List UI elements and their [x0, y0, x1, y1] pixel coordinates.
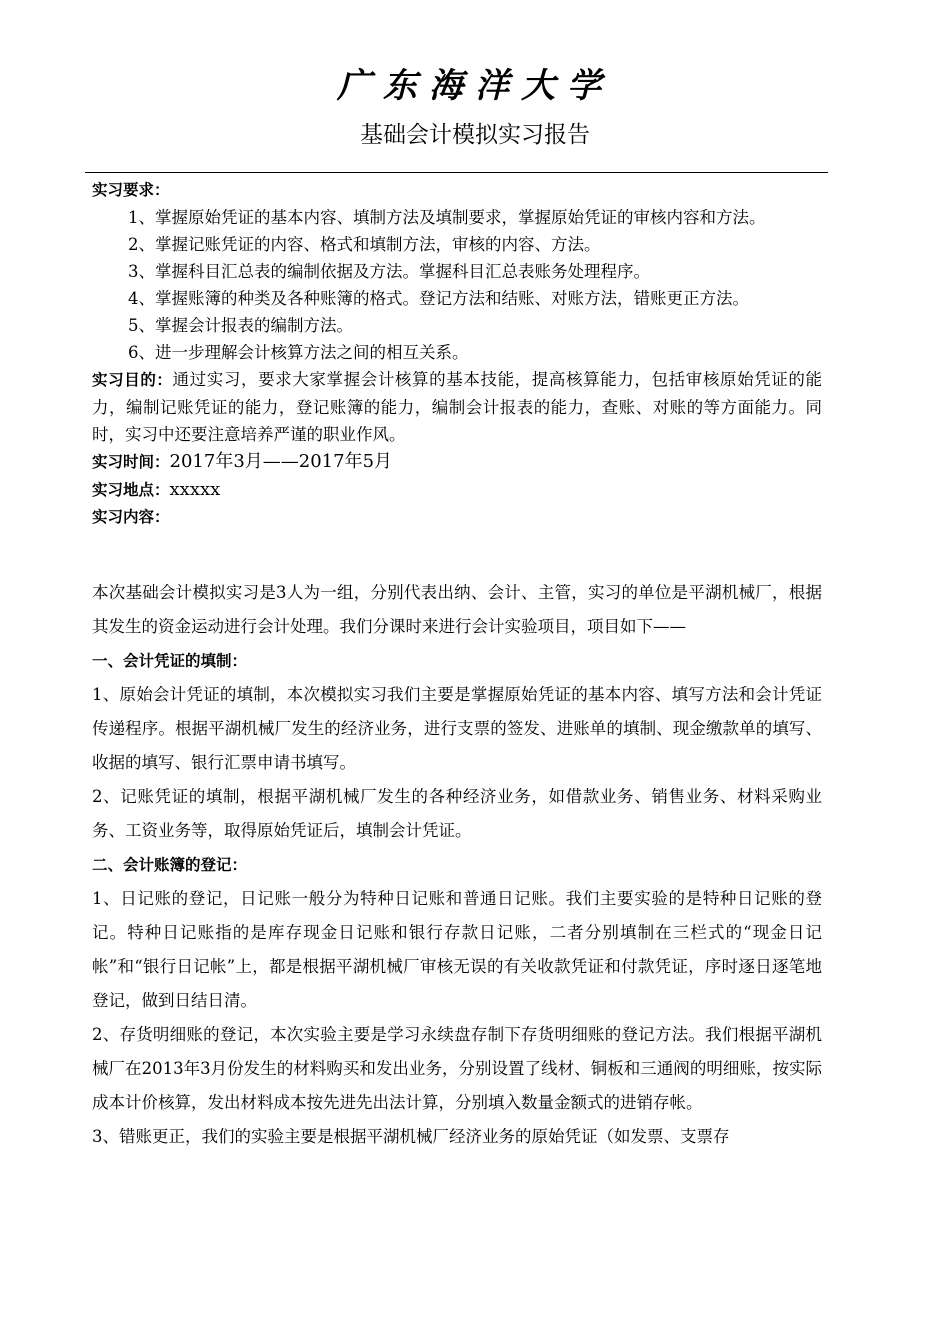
requirements-label: 实习要求：: [92, 181, 170, 199]
purpose-text: 通过实习，要求大家掌握会计核算的基本技能，提高核算能力，包括审核原始凭证的能力，编制记账凭证的能力，登记账簿的能力，编制会计报表的能力，查账、对账的等方面能力。同时，实习中还要注意培养严谨的职业作风。: [92, 370, 822, 444]
purpose-label: 实习目的：: [92, 371, 173, 389]
header-divider: [85, 172, 828, 173]
report-header-section: [92, 177, 822, 531]
content-intro: 本次基础会计模拟实习是3人为一组，分别代表出纳、会计、主管，实习的单位是平湖机械厂，根据其发生的资金运动进行会计处理。我们分课时来进行会计实验项目，项目如下——: [92, 583, 822, 636]
university-name: 广东海洋大学: [337, 66, 613, 106]
requirement-item: 6、进一步理解会计核算方法之间的相互关系。: [128, 343, 469, 362]
section2-paragraph: 2、存货明细账的登记，本次实验主要是学习永续盘存制下存货明细账的登记方法。我们根据平湖机械厂在2013年3月份发生的材料购买和发出业务，分别设置了线材、铜板和三通阀的明细账，按实际成本计价核算，发出材料成本按先进先出法计算，分别填入数量金额式的进销存帐。: [92, 1025, 822, 1112]
time-value: 2017年3月——2017年5月: [169, 451, 393, 472]
report-title: 基础会计模拟实习报告: [360, 122, 590, 148]
time-label: 实习时间：: [92, 453, 170, 471]
section1-paragraph: 1、原始会计凭证的填制，本次模拟实习我们主要是掌握原始凭证的基本内容、填写方法和会计凭证传递程序。根据平湖机械厂发生的经济业务，进行支票的签发、进账单的填制、现金缴款单的填写、收据的填写、银行汇票申请书填写。: [92, 685, 822, 772]
requirement-item: 1、掌握原始凭证的基本内容、填制方法及填制要求，掌握原始凭证的审核内容和方法。: [128, 208, 766, 227]
location-line: [92, 476, 822, 504]
section2-heading: 二、会计账簿的登记：: [92, 856, 248, 874]
content-label: 实习内容：: [92, 508, 170, 526]
section2-paragraph: 1、日记账的登记，日记账一般分为特种日记账和普通日记账。我们主要实验的是特种日记账的登记。特种日记账指的是库存现金日记账和银行存款日记账，二者分别填制在三栏式的“现金日记帐”和“银行日记帐”上，都是根据平湖机械厂审核无误的有关收款凭证和付款凭证，序时逐日逐笔地登记，做到日结日清。: [92, 889, 822, 1010]
requirement-item: 4、掌握账簿的种类及各种账簿的格式。登记方法和结账、对账方法，错账更正方法。: [128, 289, 749, 308]
time-line: [92, 448, 822, 476]
report-content-section: [92, 576, 822, 1154]
purpose-paragraph: [92, 366, 822, 448]
location-label: 实习地点：: [92, 481, 170, 499]
requirement-item: 3、掌握科目汇总表的编制依据及方法。掌握科目汇总表账务处理程序。: [128, 262, 650, 281]
requirement-item: 5、掌握会计报表的编制方法。: [128, 316, 353, 335]
location-value: xxxxx: [169, 479, 221, 500]
requirement-item: 2、掌握记账凭证的内容、格式和填制方法，审核的内容、方法。: [128, 235, 601, 254]
section2-paragraph: 3、错账更正，我们的实验主要是根据平湖机械厂经济业务的原始凭证（如发票、支票存: [92, 1127, 730, 1146]
section1-heading: 一、会计凭证的填制：: [92, 652, 248, 670]
section1-paragraph: 2、记账凭证的填制，根据平湖机械厂发生的各种经济业务，如借款业务、销售业务、材料采购业务、工资业务等，取得原始凭证后，填制会计凭证。: [92, 787, 822, 840]
